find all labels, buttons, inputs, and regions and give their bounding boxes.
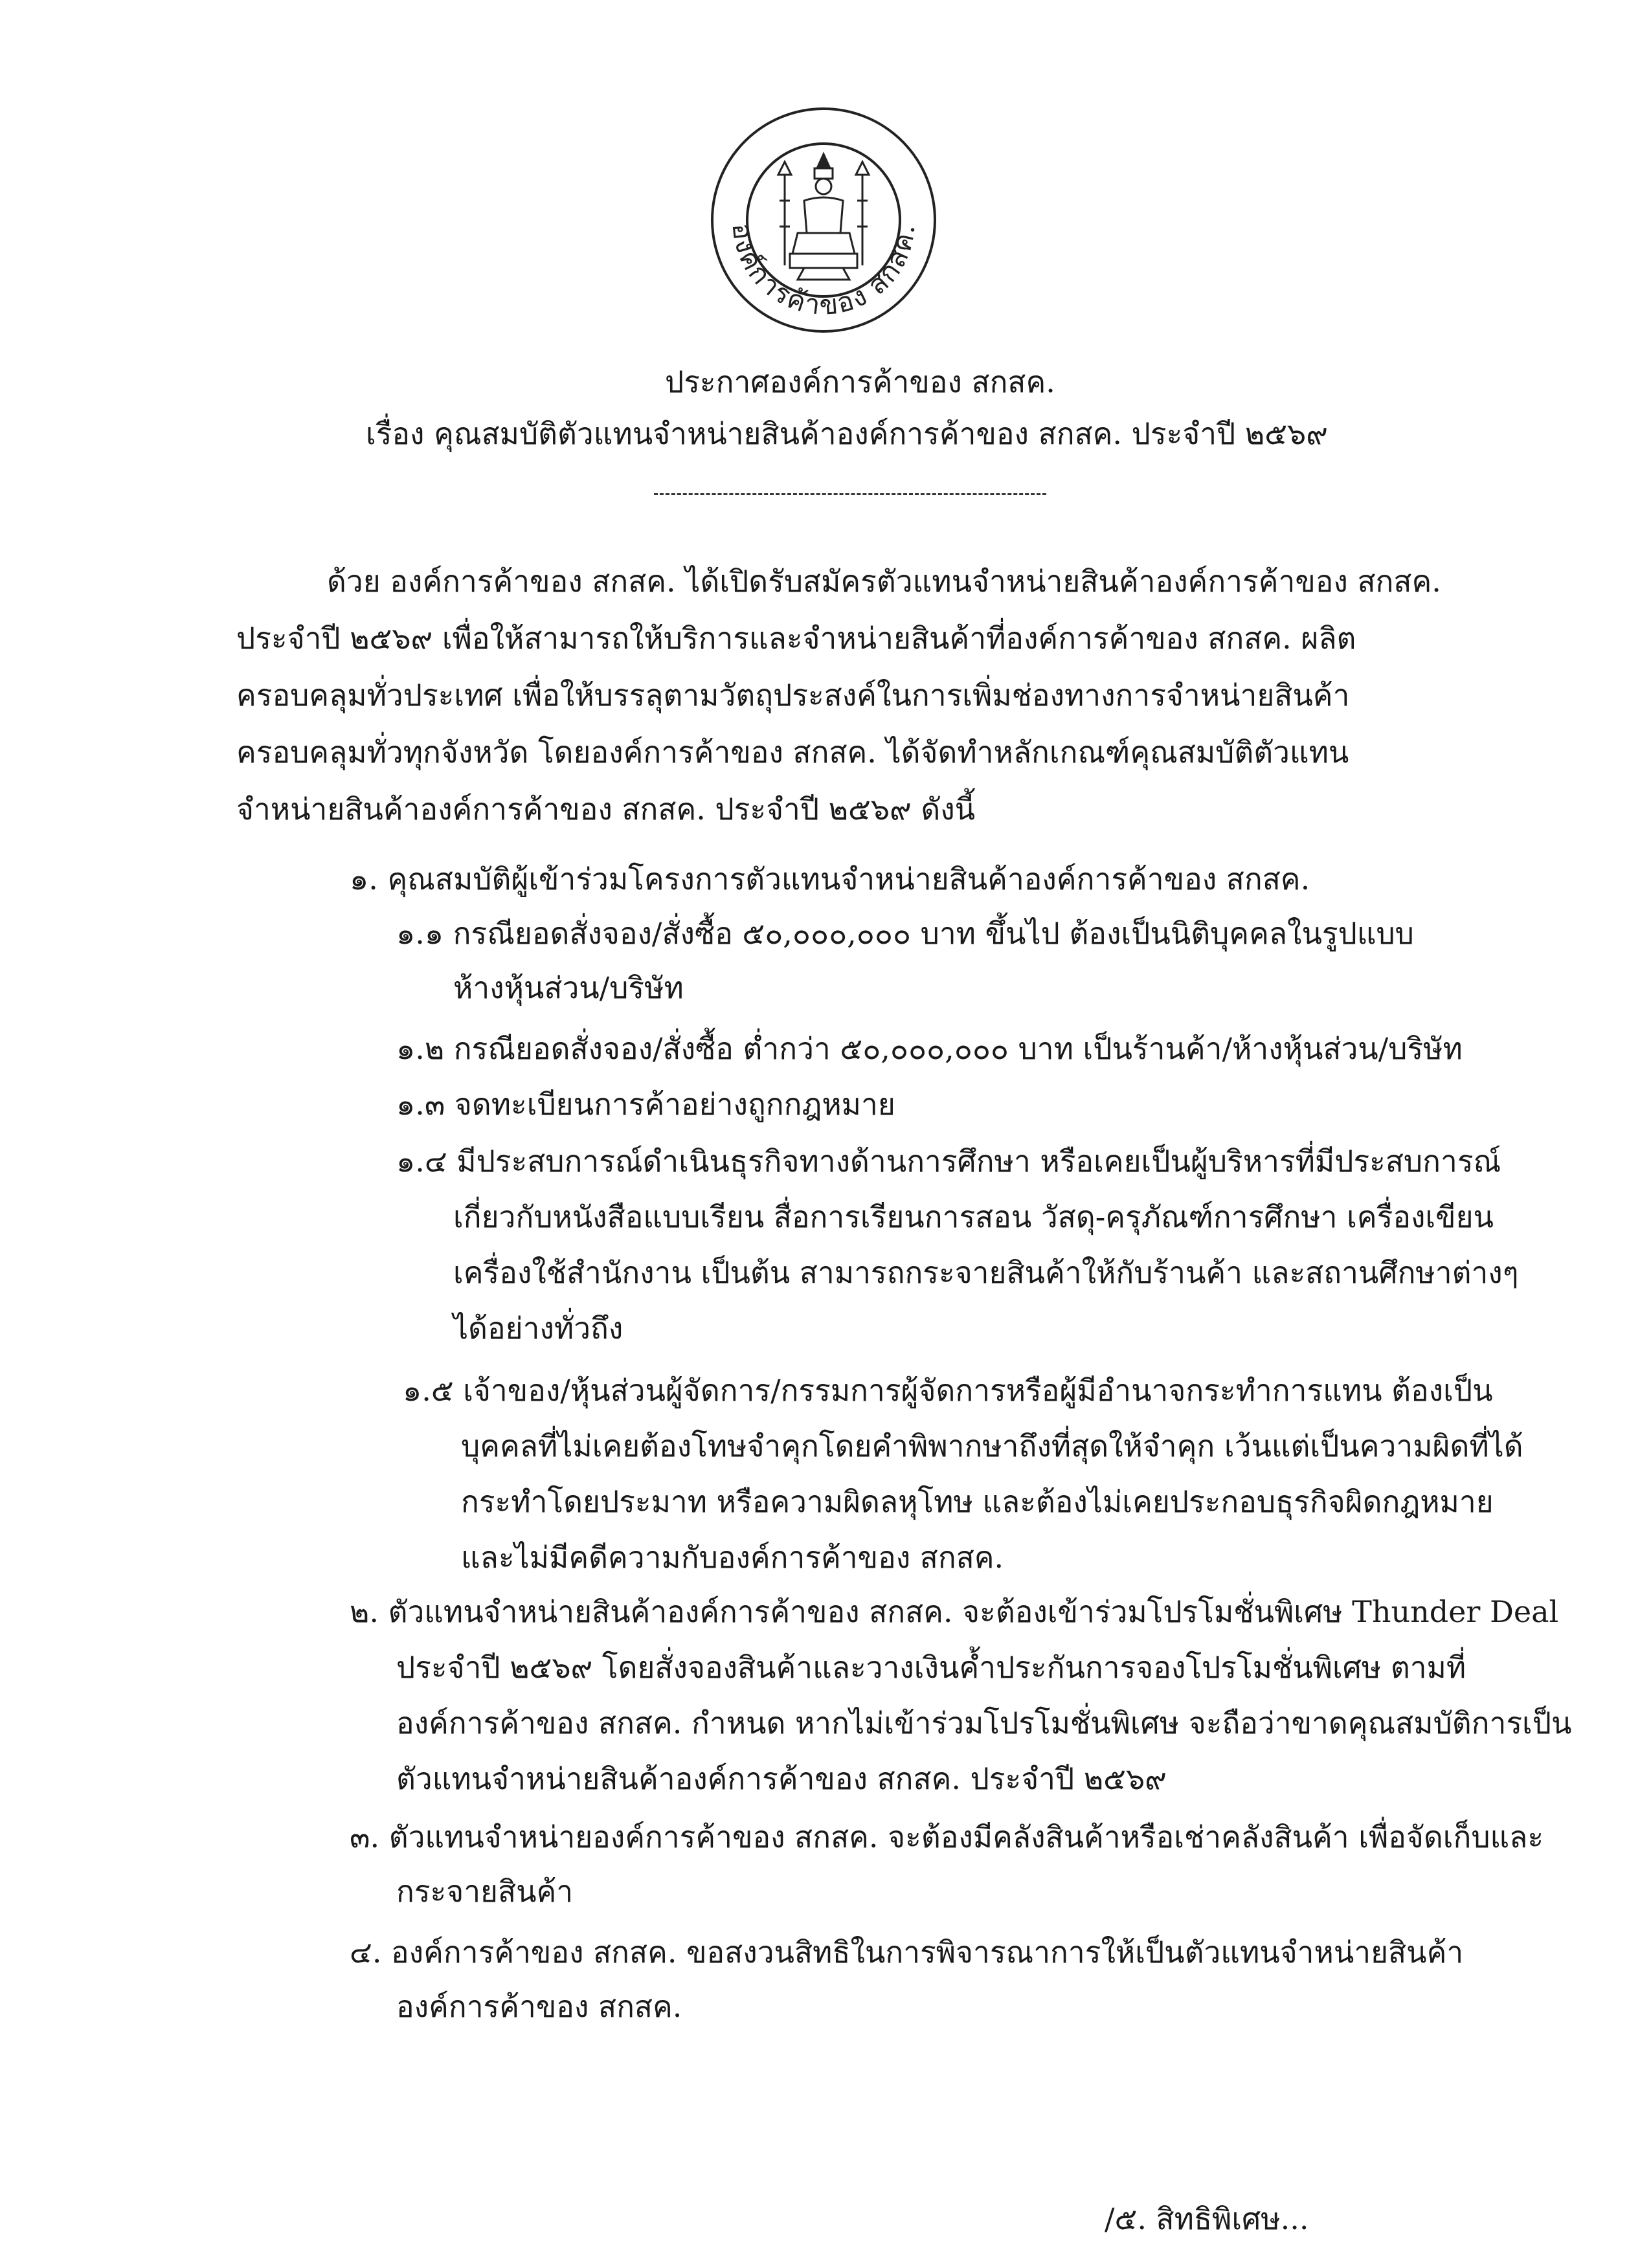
item-1-5-line-3: กระทำโดยประมาท หรือความผิดลหุโทษ และต้องไม่เคยประกอบธุรกิจผิดกฎหมาย <box>461 1484 1494 1519</box>
announcement-title: ประกาศองค์การค้าของ สกสค. <box>665 364 1055 399</box>
item-1-1-line-1: ๑.๑ กรณียอดสั่งจอง/สั่งซื้อ ๕๐,๐๐๐,๐๐๐ บาท ขึ้นไป ต้องเป็นนิติบุคคลในรูปแบบ <box>396 916 1414 951</box>
item-1-5-line-2: บุคคลที่ไม่เคยต้องโทษจำคุกโดยคำพิพากษาถึงที่สุดให้จำคุก เว้นแต่เป็นความผิดที่ได้ <box>461 1429 1523 1463</box>
continuation-note: /๕. สิทธิพิเศษ... <box>1105 2201 1309 2236</box>
item-4-line-1: ๔. องค์การค้าของ สกสค. ขอสงวนสิทธิในการพิจารณาการให้เป็นตัวแทนจำหน่ายสินค้า <box>350 1935 1464 1970</box>
seal-ring-text: องค์การค้าของ สกสค. <box>726 221 921 322</box>
title-separator <box>654 493 1046 495</box>
intro-line-2: ประจำปี ๒๕๖๙ เพื่อให้สามารถให้บริการและจำหน่ายสินค้าที่องค์การค้าของ สกสค. ผลิต <box>236 621 1356 656</box>
item-1-1-line-2: ห้างหุ้นส่วน/บริษัท <box>453 970 684 1005</box>
intro-line-3: ครอบคลุมทั่วประเทศ เพื่อให้บรรลุตามวัตถุประสงค์ในการเพิ่มช่องทางการจำหน่ายสินค้า <box>236 678 1350 713</box>
item-2-line-1: ๒. ตัวแทนจำหน่ายสินค้าองค์การค้าของ สกสค. จะต้องเข้าร่วมโปรโมชั่นพิเศษ Thunder Deal <box>350 1594 1559 1629</box>
item-3-line-2: กระจายสินค้า <box>396 1874 574 1909</box>
announcement-subject: เรื่อง คุณสมบัติตัวแทนจำหน่ายสินค้าองค์การค้าของ สกสค. ประจำปี ๒๕๖๙ <box>366 416 1328 451</box>
item-1: ๑. คุณสมบัติผู้เข้าร่วมโครงการตัวแทนจำหน่ายสินค้าองค์การค้าของ สกสค. <box>350 862 1310 896</box>
item-3-line-1: ๓. ตัวแทนจำหน่ายองค์การค้าของ สกสค. จะต้องมีคลังสินค้าหรือเช่าคลังสินค้า เพื่อจัดเก็บและ <box>350 1819 1544 1854</box>
item-2-line-3: องค์การค้าของ สกสค. กำหนด หากไม่เข้าร่วมโปรโมชั่นพิเศษ จะถือว่าขาดคุณสมบัติการเป็น <box>396 1706 1572 1740</box>
svg-text:องค์การค้าของ สกสค. <box>726 221 921 321</box>
item-1-5-line-1: ๑.๕ เจ้าของ/หุ้นส่วนผู้จัดการ/กรรมการผู้จัดการหรือผู้มีอำนาจกระทำการแทน ต้องเป็น <box>403 1373 1493 1408</box>
deity-emblem-icon <box>778 154 869 280</box>
item-2-line-2: ประจำปี ๒๕๖๙ โดยสั่งจองสินค้าและวางเงินค้ำประกันการจองโปรโมชั่นพิเศษ ตามที่ <box>396 1650 1466 1685</box>
item-4-line-2: องค์การค้าของ สกสค. <box>396 1989 682 2024</box>
intro-line-5: จำหน่ายสินค้าองค์การค้าของ สกสค. ประจำปี ๒๕๖๙ ดังนี้ <box>236 792 976 827</box>
item-1-4-line-2: เกี่ยวกับหนังสือแบบเรียน สื่อการเรียนการสอน วัสดุ-ครุภัณฑ์การศึกษา เครื่องเขียน <box>453 1199 1494 1234</box>
intro-line-1: ด้วย องค์การค้าของ สกสค. ได้เปิดรับสมัครตัวแทนจำหน่ายสินค้าองค์การค้าของ สกสค. <box>327 564 1441 599</box>
item-1-4-line-4: ได้อย่างทั่วถึง <box>453 1311 623 1346</box>
item-2-line-4: ตัวแทนจำหน่ายสินค้าองค์การค้าของ สกสค. ประจำปี ๒๕๖๙ <box>396 1761 1167 1796</box>
item-1-2: ๑.๒ กรณียอดสั่งจอง/สั่งซื้อ ต่ำกว่า ๕๐,๐๐๐,๐๐๐ บาท เป็นร้านค้า/ห้างหุ้นส่วน/บริษัท <box>396 1031 1463 1066</box>
item-1-3: ๑.๓ จดทะเบียนการค้าอย่างถูกกฎหมาย <box>396 1087 895 1122</box>
organization-seal <box>707 104 940 337</box>
item-1-4-line-1: ๑.๔ มีประสบการณ์ดำเนินธุรกิจทางด้านการศึกษา หรือเคยเป็นผู้บริหารที่มีประสบการณ์ <box>396 1144 1501 1179</box>
item-1-5-line-4: และไม่มีคดีความกับองค์การค้าของ สกสค. <box>461 1540 1004 1575</box>
intro-line-4: ครอบคลุมทั่วทุกจังหวัด โดยองค์การค้าของ สกสค. ได้จัดทำหลักเกณฑ์คุณสมบัติตัวแทน <box>236 735 1349 770</box>
item-1-4-line-3: เครื่องใช้สำนักงาน เป็นต้น สามารถกระจายสินค้าให้กับร้านค้า และสถานศึกษาต่างๆ <box>453 1255 1519 1290</box>
